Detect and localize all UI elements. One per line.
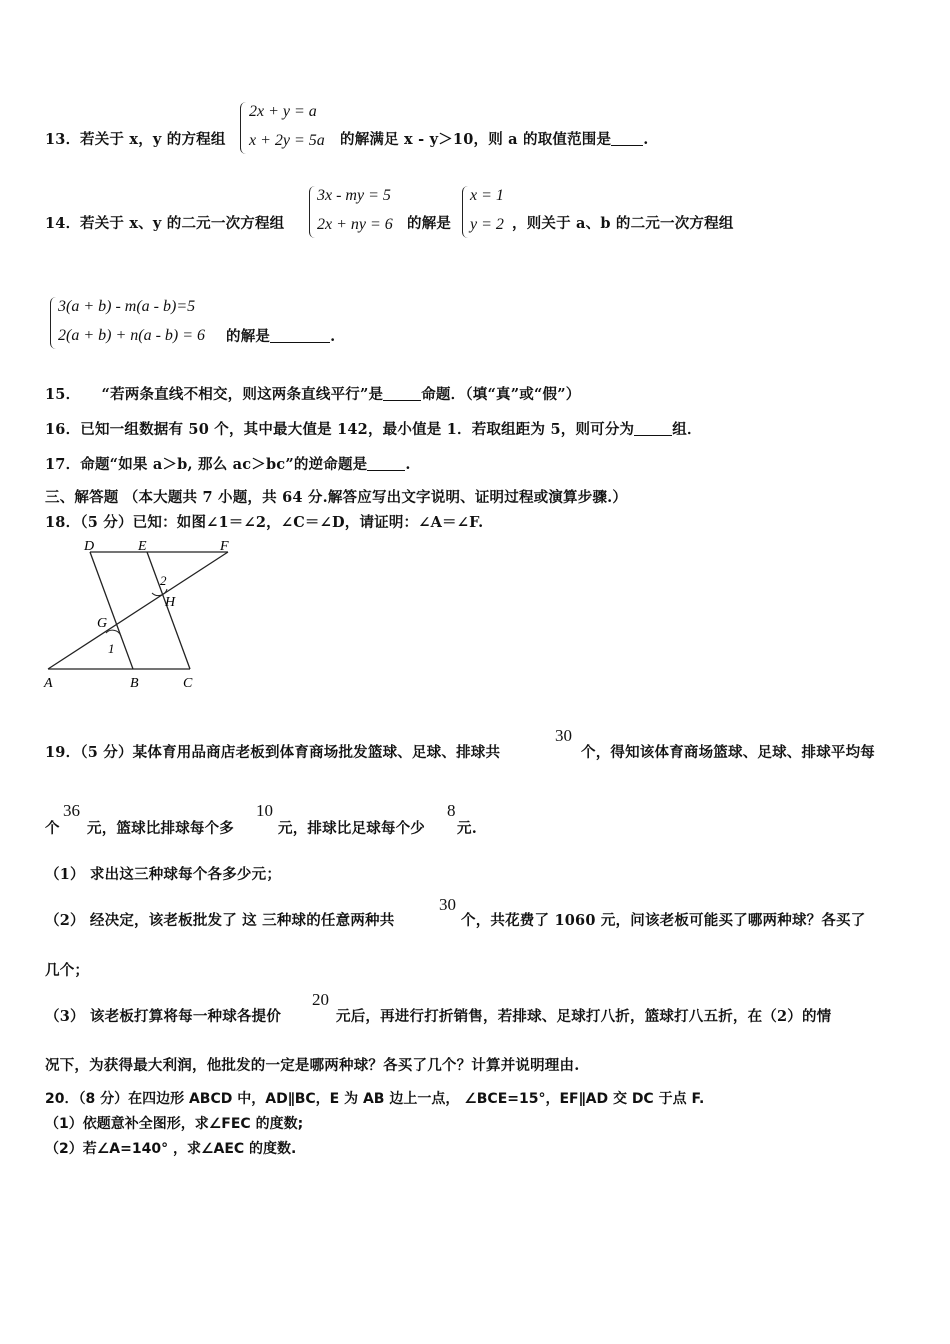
q13-answer-blank[interactable] xyxy=(611,131,643,146)
q14-answer-blank[interactable] xyxy=(270,328,330,343)
q14-solution-brace xyxy=(462,186,469,238)
q17-text: 命题“如果 a＞b, 那么 ac＞bc”的逆命题是 xyxy=(80,456,368,473)
q19-number-30: 30 xyxy=(555,726,572,745)
section-3-heading: 三、解答题 （本大题共 7 小题，共 64 分.解答应写出文字说明、证明过程或演算步骤.） xyxy=(45,489,628,506)
q19-part1: （1） 求出这三种球每个各多少元； xyxy=(45,866,282,883)
q19-number-30b: 30 xyxy=(439,895,456,914)
q16-text: 已知一组数据有 50 个，其中最大值是 142，最小值是 1．若取组距为 5，则可分为 xyxy=(80,421,635,438)
q17-number: 17． xyxy=(45,456,81,473)
q13-equation-2: x + 2y = 5a xyxy=(249,132,325,149)
q19-number-10: 10 xyxy=(256,801,273,820)
q14-system2-brace xyxy=(50,297,57,349)
q20-part1: （1）依题意补全图形，求∠FEC 的度数; xyxy=(45,1116,304,1132)
q13-system-brace xyxy=(240,102,247,154)
q16-suffix: 组． xyxy=(672,421,702,438)
q14-middle-text: 的解是 xyxy=(407,215,452,232)
q17-suffix: . xyxy=(405,456,411,473)
q19-part3-a: （3） 该老板打算将每一种球各提价 xyxy=(45,1008,282,1025)
line-EC xyxy=(147,552,190,669)
q14-end: . xyxy=(330,328,336,345)
q14-equation-2: 2x + ny = 6 xyxy=(317,216,393,233)
q13-number: 13． xyxy=(45,131,81,148)
q15-suffix: 命题．（填“真”或“假”） xyxy=(421,386,581,403)
q20-part2: （2）若∠A=140° ，求∠AEC 的度数. xyxy=(45,1141,297,1157)
q14-answer-text: 的解是 xyxy=(226,328,271,345)
q19-line2-c: 元，排球比足球每个少 xyxy=(278,820,425,837)
label-E: E xyxy=(138,539,147,554)
q16-line xyxy=(45,418,702,439)
label-A: A xyxy=(44,676,53,691)
q14-answer-line xyxy=(226,325,335,346)
q14-equation-1: 3x - my = 5 xyxy=(317,187,391,204)
q14-equation-3: 3(a + b) - m(a - b)=5 xyxy=(58,298,196,315)
label-G: G xyxy=(97,616,108,631)
q16-number: 16． xyxy=(45,421,81,438)
label-F: F xyxy=(220,539,229,554)
q19-number-8: 8 xyxy=(447,801,456,820)
q13-prefix: 若关于 x，y 的方程组 xyxy=(80,131,226,148)
q15-line xyxy=(45,383,580,404)
q19-line2-b: 元，篮球比排球每个多 xyxy=(87,820,234,837)
q14-equation-4: 2(a + b) + n(a - b) = 6 xyxy=(58,327,206,344)
label-B: B xyxy=(130,676,139,691)
q19-line1-a: 19．（5 分）某体育用品商店老板到体育商场批发篮球、足球、排球共 xyxy=(45,744,501,761)
q20-line1: 20．（8 分）在四边形 ABCD 中，AD∥BC，E 为 AB 边上一点， ∠BCE=15°，EF∥AD 交 DC 于点 F. xyxy=(45,1091,705,1107)
q13-suffix xyxy=(340,128,648,149)
label-angle-1: 1 xyxy=(108,641,115,656)
q18-figure xyxy=(40,536,250,696)
q13-equation-1: 2x + y = a xyxy=(249,103,317,120)
q19-part2-c: 几个； xyxy=(45,962,90,979)
q14-system-brace xyxy=(309,186,316,238)
q17-answer-blank[interactable] xyxy=(367,456,405,471)
q14-solution-y: y = 2 xyxy=(470,216,504,233)
q15-number: 15． xyxy=(45,386,81,403)
q18-text: 18．（5 分）已知：如图∠1＝∠2，∠C＝∠D，请证明：∠A＝∠F. xyxy=(45,514,484,531)
q19-line1-b: 个，得知该体育商场篮球、足球、排球平均每 xyxy=(581,744,875,761)
q14-solution-x: x = 1 xyxy=(470,187,504,204)
q19-part2-b: 个，共花费了 1060 元，问该老板可能买了哪两种球？各买了 xyxy=(461,912,866,929)
q14-prefix: 若关于 x、y 的二元一次方程组 xyxy=(80,215,285,232)
q19-line2-a: 个 xyxy=(45,820,60,837)
label-angle-2: 2 xyxy=(160,573,167,588)
q19-part3-b: 元后，再进行打折销售，若排球、足球打八折，篮球打八五折，在（2）的情 xyxy=(336,1008,832,1025)
q13-condition-text: 的解满足 x - y＞10，则 a 的取值范围是 xyxy=(340,131,612,148)
q19-part3-c: 况下，为获得最大利润，他批发的一定是哪两种球？各买了几个？计算并说明理由. xyxy=(45,1057,580,1074)
label-C: C xyxy=(183,676,193,691)
q19-line2-d: 元. xyxy=(457,820,477,837)
q16-answer-blank[interactable] xyxy=(634,421,672,436)
q19-number-20: 20 xyxy=(312,990,329,1009)
q15-answer-blank[interactable] xyxy=(383,386,421,401)
q19-number-36: 36 xyxy=(63,801,80,820)
line-AF xyxy=(48,552,228,669)
q14-suffix: ，则关于 a、b 的二元一次方程组 xyxy=(512,215,734,232)
q13-end: . xyxy=(643,131,649,148)
q17-line xyxy=(45,453,411,474)
q19-part2-a: （2） 经决定，该老板批发了 这 三种球的任意两种共 xyxy=(45,912,395,929)
q15-text: “若两条直线不相交，则这两条直线平行”是 xyxy=(101,386,384,403)
label-D: D xyxy=(84,539,95,554)
label-H: H xyxy=(165,595,176,610)
q14-number: 14． xyxy=(45,215,81,232)
